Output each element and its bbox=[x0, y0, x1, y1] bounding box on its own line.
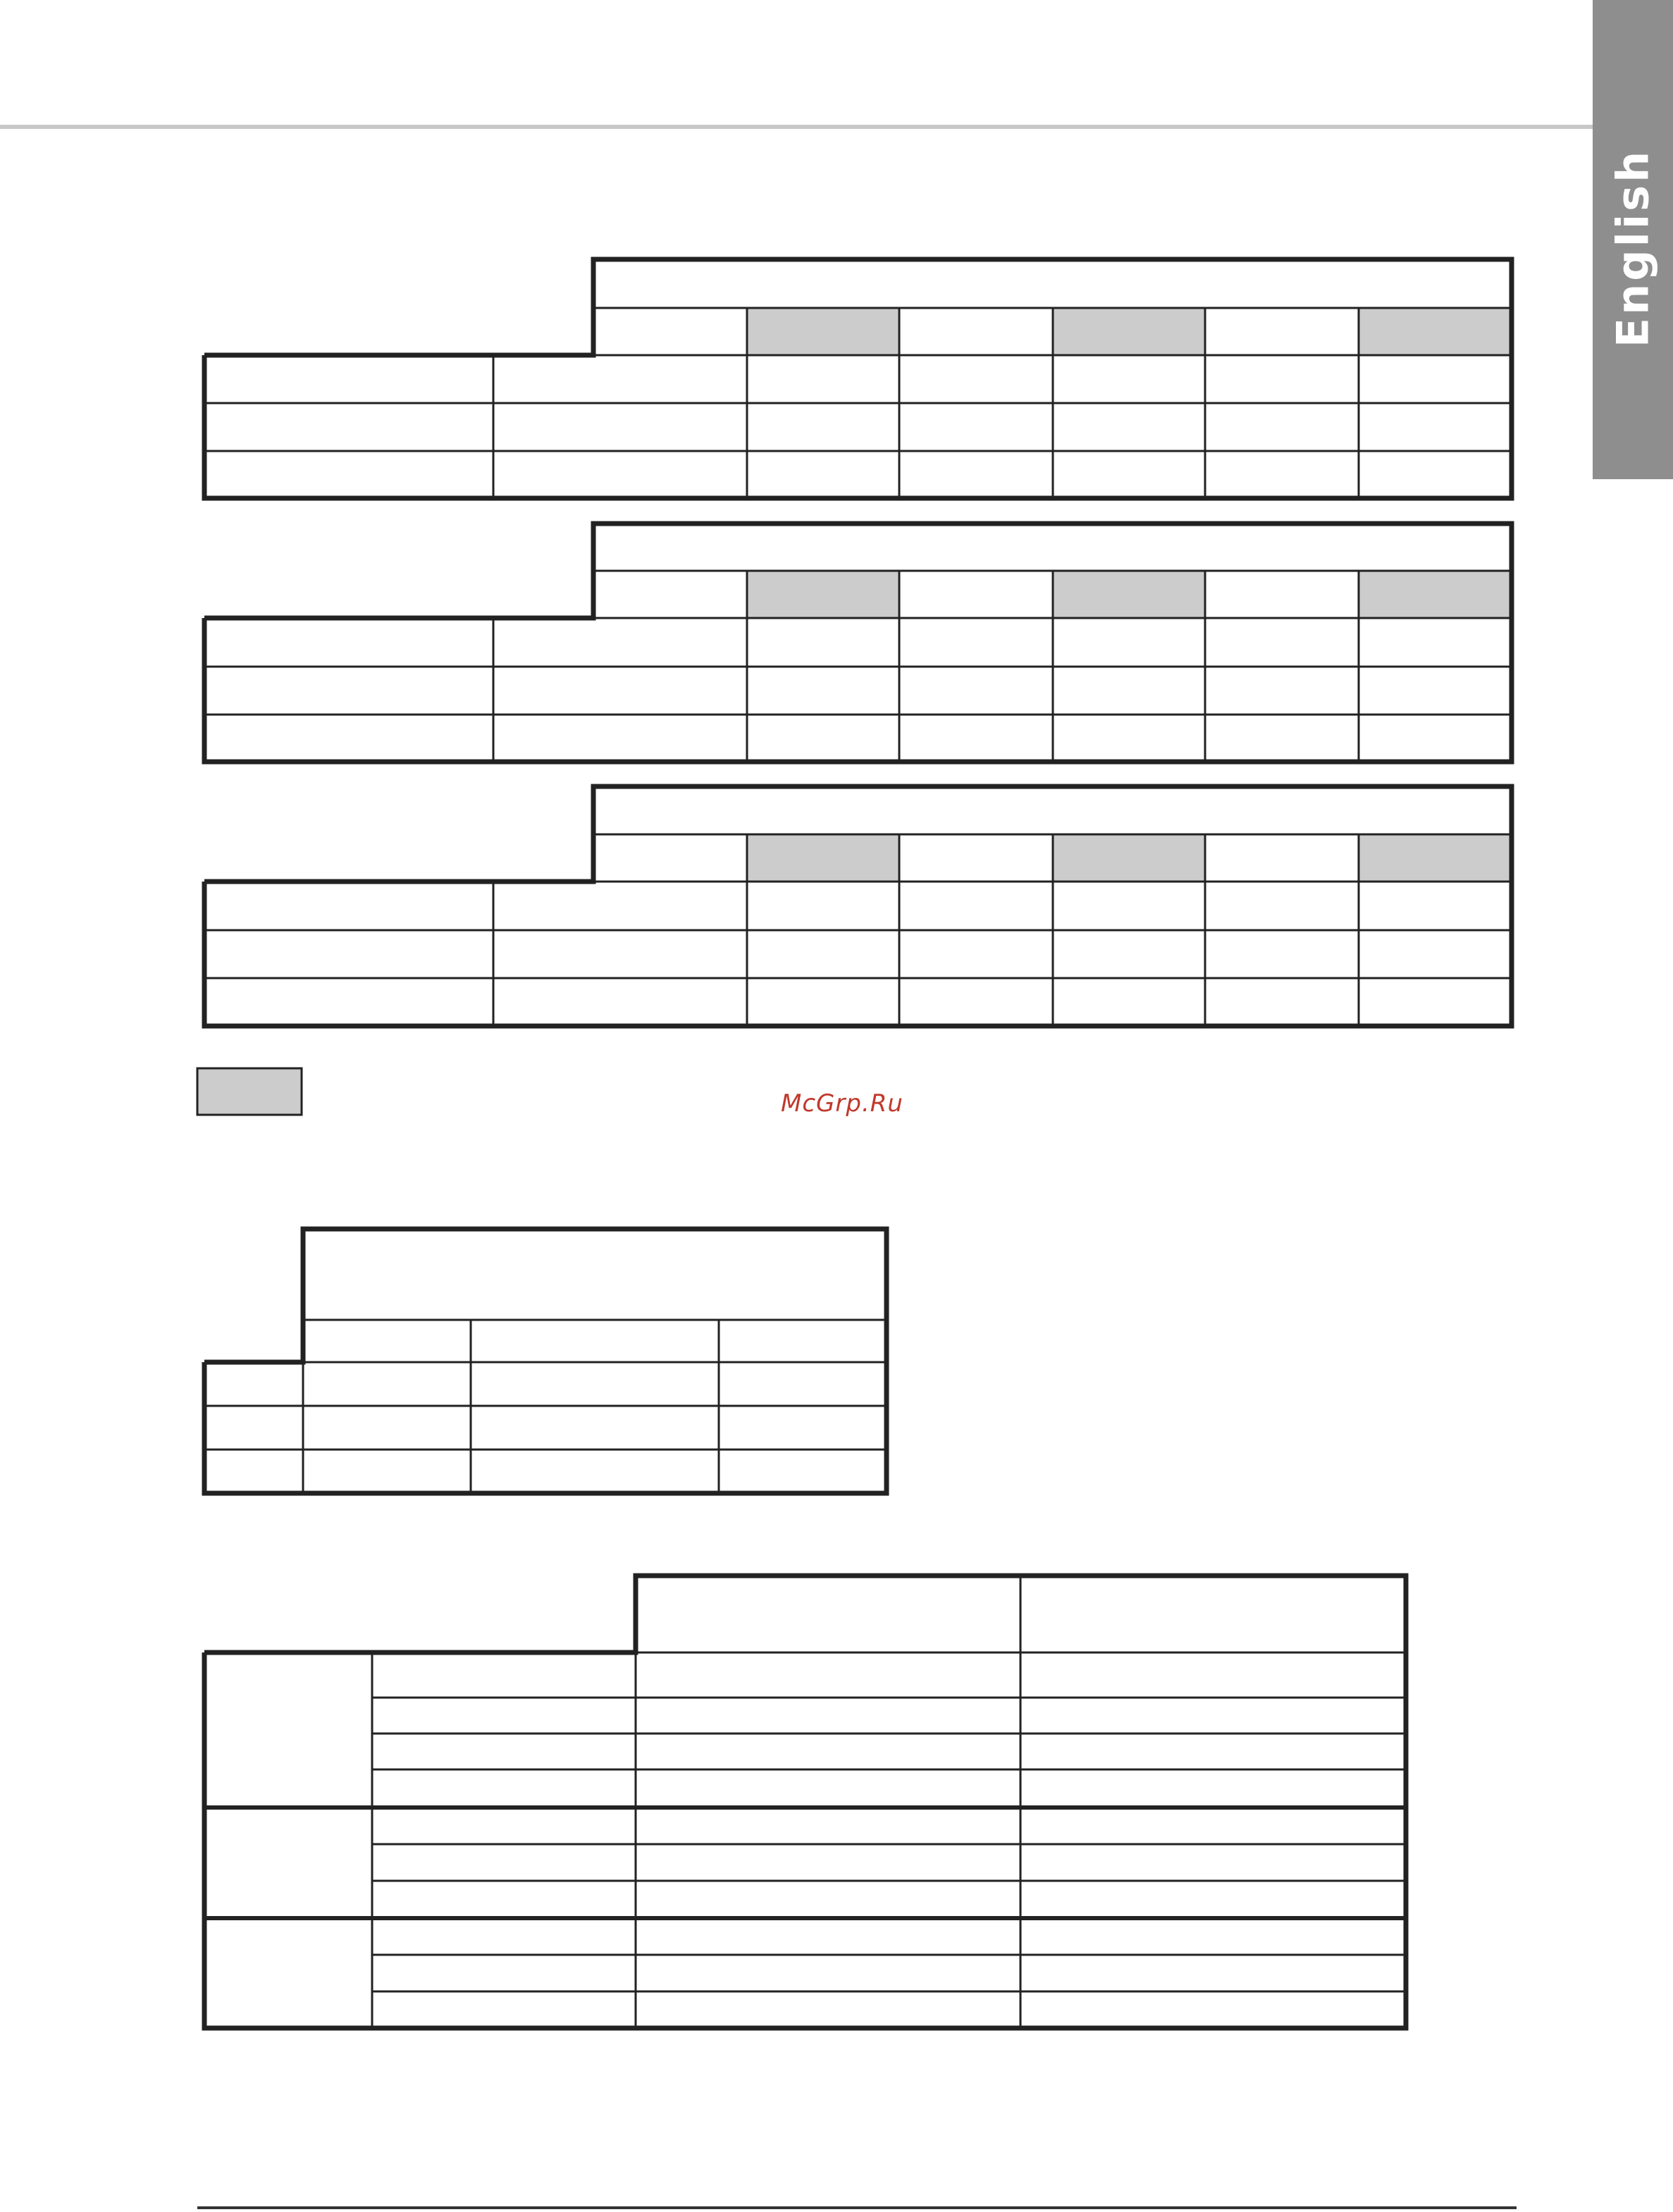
shaded-header-cell bbox=[1053, 834, 1205, 882]
watermark: McGrp.Ru bbox=[781, 1089, 903, 1118]
grid-table-1 bbox=[204, 259, 1512, 498]
language-tab-label: English bbox=[1607, 148, 1659, 348]
small-table bbox=[204, 1229, 887, 1493]
grid-table-3 bbox=[204, 786, 1512, 1026]
grid-table-2 bbox=[204, 524, 1512, 762]
shaded-header-cell bbox=[1053, 308, 1205, 355]
shaded-header-cell bbox=[747, 834, 899, 882]
shaded-header-cell bbox=[747, 308, 899, 355]
shaded-header-cell bbox=[747, 571, 899, 618]
shaded-header-cell bbox=[1359, 571, 1511, 618]
shaded-legend-swatch bbox=[197, 1068, 302, 1115]
shaded-header-cell bbox=[1053, 571, 1205, 618]
shaded-header-cell bbox=[1359, 834, 1511, 882]
footer-rule bbox=[197, 2206, 1517, 2209]
shaded-header-cell bbox=[1359, 308, 1511, 355]
group-table bbox=[204, 1576, 1406, 2028]
